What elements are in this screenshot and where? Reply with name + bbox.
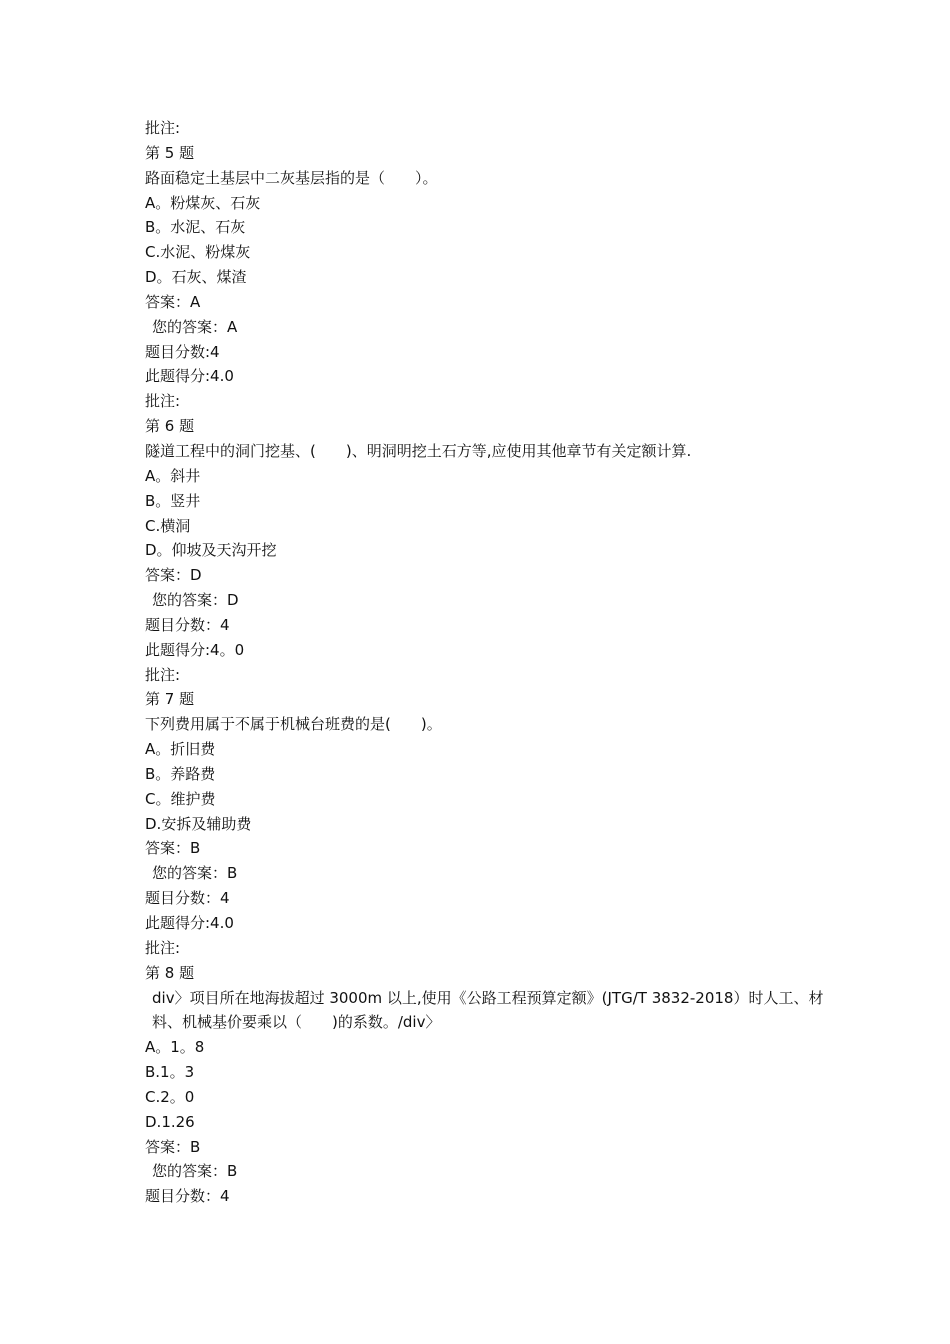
note-label: 批注: xyxy=(145,665,181,684)
option-a: A。粉煤灰、石灰 xyxy=(145,193,261,212)
question-block xyxy=(145,414,825,687)
option-d: D.1.26 xyxy=(145,1112,195,1131)
option-b: B。竖井 xyxy=(145,491,201,510)
correct-answer: 答案：B xyxy=(145,1137,201,1156)
question-number: 第 7 题 xyxy=(145,690,195,709)
earned-score: 此题得分:4.0 xyxy=(145,367,234,386)
your-answer: 您的答案：B xyxy=(152,864,238,883)
question-number: 第 5 题 xyxy=(145,143,195,162)
note-label: 批注: xyxy=(145,938,181,957)
your-answer: 您的答案：D xyxy=(152,591,239,610)
correct-answer: 答案：B xyxy=(145,839,201,858)
question-stem: 隧道工程中的洞门挖基、( )、明洞明挖土石方等,应使用其他章节有关定额计算. xyxy=(145,441,692,460)
question-score: 题目分数:4 xyxy=(145,342,220,361)
question-block xyxy=(145,687,825,960)
option-a: A。斜井 xyxy=(145,466,201,485)
question-score: 题目分数：4 xyxy=(145,1187,230,1206)
option-d: D。石灰、煤渣 xyxy=(145,268,247,287)
question-block xyxy=(145,961,825,1209)
note-label: 批注: xyxy=(145,119,181,137)
option-c: C.横洞 xyxy=(145,516,191,535)
note-label: 批注: xyxy=(145,392,181,411)
option-a: A。1。8 xyxy=(145,1038,205,1057)
option-c: C.2。0 xyxy=(145,1087,195,1106)
option-c: C.水泥、粉煤灰 xyxy=(145,243,251,262)
question-score: 题目分数：4 xyxy=(145,615,230,634)
correct-answer: 答案：A xyxy=(145,292,201,311)
question-stem: div〉项目所在地海拔超过 3000m 以上,使用《公路工程预算定额》(JTG/T 3832-2018）时人工、材料、机械基价要乘以（ )的系数。/div〉 xyxy=(152,988,824,1032)
question-block xyxy=(145,141,825,414)
your-answer: 您的答案：B xyxy=(152,1162,238,1181)
your-answer: 您的答案：A xyxy=(152,317,238,336)
option-b: B.1。3 xyxy=(145,1063,195,1082)
question-number: 第 6 题 xyxy=(145,417,195,436)
earned-score: 此题得分:4.0 xyxy=(145,914,234,932)
correct-answer: 答案：D xyxy=(145,566,202,585)
option-a: A。折旧费 xyxy=(145,740,216,759)
option-b: B。水泥、石灰 xyxy=(145,218,246,237)
earned-score: 此题得分:4。0 xyxy=(145,640,245,659)
document-page xyxy=(145,116,825,1209)
option-d: D.安拆及辅助费 xyxy=(145,814,252,833)
question-stem: 下列费用属于不属于机械台班费的是( )。 xyxy=(145,715,442,734)
option-c: C。维护费 xyxy=(145,789,216,808)
question-stem: 路面稳定土基层中二灰基层指的是（ ）。 xyxy=(145,168,438,187)
option-b: B。养路费 xyxy=(145,764,216,783)
question-number: 第 8 题 xyxy=(145,963,195,982)
option-d: D。仰坡及天沟开挖 xyxy=(145,541,277,560)
question-score: 题目分数：4 xyxy=(145,889,230,908)
